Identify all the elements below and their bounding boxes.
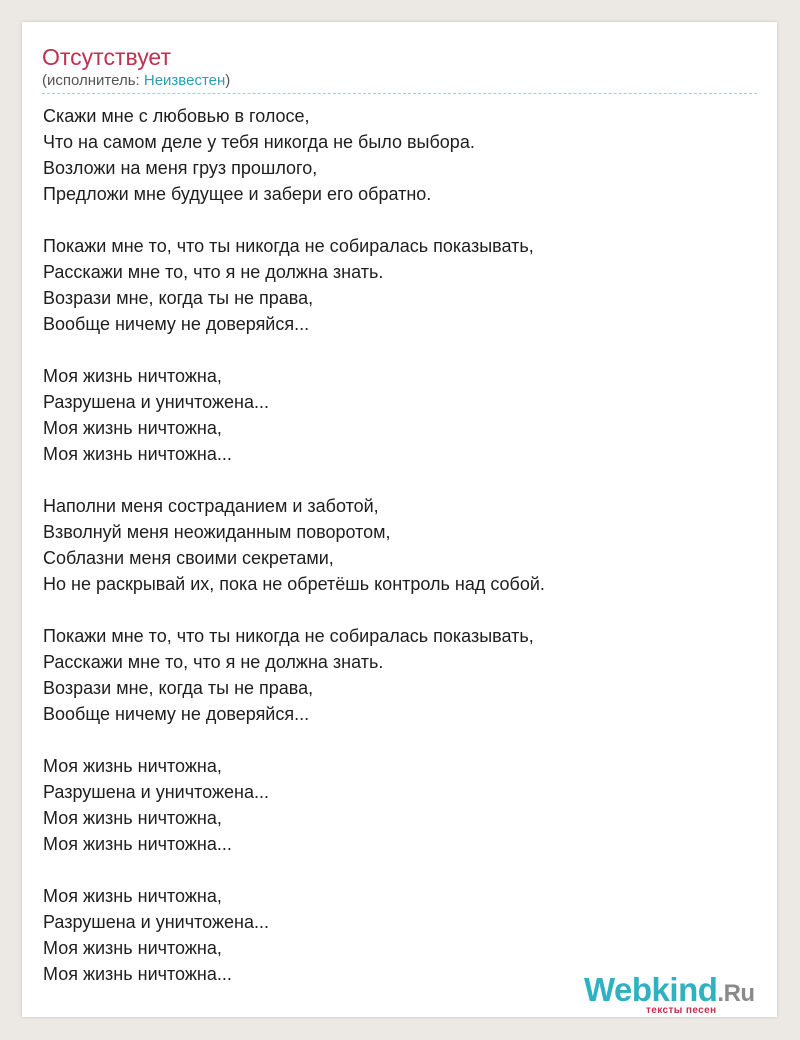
logo-tagline: тексты песен xyxy=(646,1005,717,1016)
lyric-line: Предложи мне будущее и забери его обратно. xyxy=(43,184,432,204)
artist-link[interactable]: Неизвестен xyxy=(143,72,226,89)
site-logo[interactable] xyxy=(584,972,774,1018)
lyric-line: Соблазни меня своими секретами, xyxy=(43,548,334,568)
stanza xyxy=(43,623,753,727)
stanza xyxy=(43,103,753,207)
stanza xyxy=(43,493,753,597)
lyric-line: Покажи мне то, что ты никогда не собиралась показывать, xyxy=(43,626,534,646)
lyric-line: Расскажи мне то, что я не должна знать. xyxy=(43,262,384,282)
lyric-line: Моя жизнь ничтожна, xyxy=(43,418,222,438)
artist-line xyxy=(42,72,230,90)
artist-suffix: ) xyxy=(225,72,231,89)
logo-brand: Webkind xyxy=(584,971,718,1008)
lyric-line: Возрази мне, когда ты не права, xyxy=(43,288,314,308)
lyric-line: Но не раскрывай их, пока не обретёшь контроль над собой. xyxy=(43,574,545,594)
lyric-line: Расскажи мне то, что я не должна знать. xyxy=(43,652,384,672)
lyric-line: Взволнуй меня неожиданным поворотом, xyxy=(43,522,391,542)
lyrics-body xyxy=(43,103,753,1013)
lyric-line: Разрушена и уничтожена... xyxy=(43,782,269,802)
lyric-line: Возрази мне, когда ты не права, xyxy=(43,678,314,698)
lyric-line: Моя жизнь ничтожна... xyxy=(43,444,232,464)
lyric-line: Вообще ничему не доверяйся... xyxy=(43,314,310,334)
stanza xyxy=(43,753,753,857)
lyric-line: Наполни меня состраданием и заботой, xyxy=(43,496,379,516)
lyric-line: Вообще ничему не доверяйся... xyxy=(43,704,310,724)
lyric-line: Моя жизнь ничтожна... xyxy=(43,964,232,984)
logo-tld: .Ru xyxy=(717,980,755,1007)
stanza xyxy=(43,233,753,337)
lyric-line: Возложи на меня груз прошлого, xyxy=(43,158,318,178)
lyric-line: Моя жизнь ничтожна, xyxy=(43,366,222,386)
lyric-line: Что на самом деле у тебя никогда не было выбора. xyxy=(43,132,475,152)
lyric-line: Покажи мне то, что ты никогда не собиралась показывать, xyxy=(43,236,534,256)
stanza xyxy=(43,363,753,467)
lyric-line: Моя жизнь ничтожна, xyxy=(43,938,222,958)
artist-prefix: (исполнитель: xyxy=(42,72,144,89)
song-title: Отсутствует xyxy=(42,44,171,70)
lyric-line: Разрушена и уничтожена... xyxy=(43,392,269,412)
lyric-line: Разрушена и уничтожена... xyxy=(43,912,269,932)
title-divider xyxy=(42,93,757,94)
lyric-line: Моя жизнь ничтожна, xyxy=(43,886,222,906)
lyric-line: Скажи мне с любовью в голосе, xyxy=(43,106,310,126)
lyric-line: Моя жизнь ничтожна, xyxy=(43,808,222,828)
lyric-line: Моя жизнь ничтожна, xyxy=(43,756,222,776)
lyric-line: Моя жизнь ничтожна... xyxy=(43,834,232,854)
